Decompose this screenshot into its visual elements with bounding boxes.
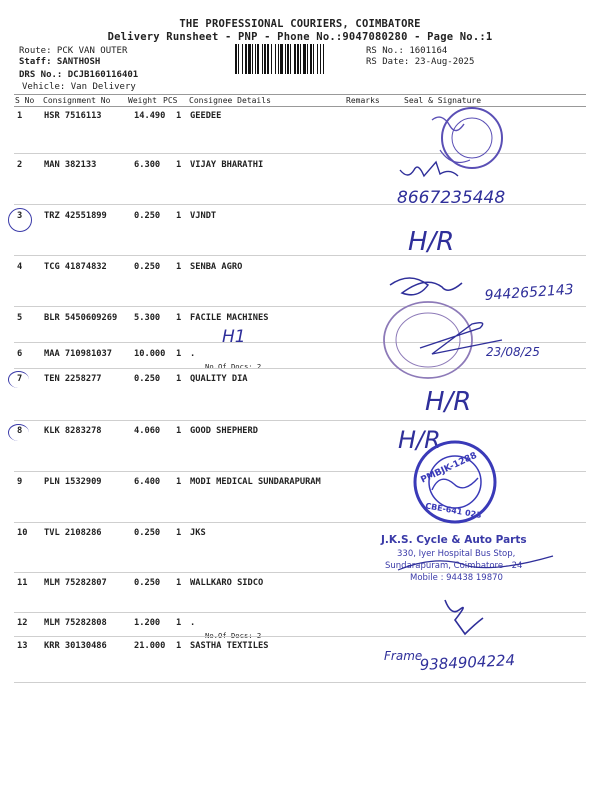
cell-cno: MAN 382133 [44,160,97,170]
cell-consignee: GOOD SHEPHERD [190,426,258,436]
cell-sno: 8 [17,426,23,436]
cell-consignee: SASTHA TEXTILES [190,641,269,651]
cell-consignee: WALLKARO SIDCO [190,578,264,588]
col-sno: S No [15,96,35,105]
jks-line2: Sundarapuram, Coimbatore - 24 [385,561,523,571]
cell-cno: TVL 2108286 [44,528,102,538]
cell-sno: 1 [17,111,23,121]
cell-cno: TCG 41874832 [44,262,107,272]
cell-consignee: SENBA AGRO [190,262,243,272]
signature-row4 [390,278,462,295]
jks-line3: Mobile : 94438 19870 [410,573,503,583]
pmbjk-bottom-text: CBE-641 023 [424,501,483,521]
round-stamp-row1 [432,108,502,168]
cell-pcs: 1 [176,641,182,651]
cell-cno: TRZ 42551899 [44,211,107,221]
phone-row2: 8667235448 [397,188,506,208]
cell-weight: 4.060 [134,426,161,436]
cell-cno: TEN 2258277 [44,374,102,384]
cell-weight: 0.250 [134,211,161,221]
cell-pcs: 1 [176,349,182,359]
jks-name: J.K.S. Cycle & Auto Parts [381,534,527,546]
col-pcs: PCS [163,96,178,105]
cell-pcs: 1 [176,426,182,436]
cell-sno: 7 [17,374,23,384]
cell-cno: BLR 5450609269 [44,313,118,323]
cell-sno: 2 [17,160,23,170]
cell-cno: MLM 75282807 [44,578,107,588]
staff-text: Staff: SANTHOSH [19,57,101,67]
runsheet-subtitle: Delivery Runsheet - PNP - Phone No.:9047080280 - Page No.:1 [107,31,493,43]
cell-pcs: 1 [176,374,182,384]
cell-pcs: 1 [176,111,182,121]
cell-cno: PLN 1532909 [44,477,102,487]
signature-row2 [400,162,458,176]
cell-consignee: QUALITY DIA [190,374,248,384]
cell-consignee: FACILE MACHINES [190,313,269,323]
col-consignee: Consignee Details [189,96,271,105]
cell-pcs: 1 [176,578,182,588]
rs-date: RS Date: 23-Aug-2025 [366,57,475,67]
cell-pcs: 1 [176,528,182,538]
cell-weight: 14.490 [134,111,166,121]
cell-consignee: VJNDT [190,211,217,221]
cell-consignee: MODI MEDICAL SUNDARAPURAM [190,477,321,487]
drs-text: DRS No.: DCJB160116401 [19,70,139,80]
cell-cno: KRR 30130486 [44,641,107,651]
cell-cno: MAA 710981037 [44,349,112,359]
cell-sno: 11 [17,578,28,588]
rs-number: RS No.: 1601164 [366,46,448,56]
cell-pcs: 1 [176,262,182,272]
cell-weight: 0.250 [134,528,161,538]
cell-sno: 4 [17,262,23,272]
cell-consignee: VIJAY BHARATHI [190,160,264,170]
cell-weight: 10.000 [134,349,166,359]
cell-weight: 21.000 [134,641,166,651]
cell-weight: 5.300 [134,313,161,323]
cell-weight: 0.250 [134,374,161,384]
cell-consignee: JKS [190,528,206,538]
vehicle-text: Vehicle: Van Delivery [22,82,136,92]
cell-note: No.Of Docs: 2 [205,631,262,640]
cell-consignee: . [190,349,196,359]
hr-facile: H1 [222,327,246,347]
cell-weight: 6.400 [134,477,161,487]
cell-weight: 0.250 [134,262,161,272]
col-weight: Weight [128,96,157,105]
hr-row3: H/R [408,227,455,257]
hr-row7: H/R [425,387,472,417]
cell-sno: 10 [17,528,28,538]
pmbjk-top-text: PMBJK-1288 [419,450,479,486]
cell-cno: KLK 8283278 [44,426,102,436]
cell-pcs: 1 [176,477,182,487]
cell-sno: 5 [17,313,23,323]
cell-consignee: GEEDEE [190,111,222,121]
sig-row13: Frame [384,649,423,663]
cell-pcs: 1 [176,313,182,323]
cell-sno: 12 [17,618,28,628]
cell-weight: 1.200 [134,618,161,628]
facile-stamp [384,302,472,378]
cell-pcs: 1 [176,211,182,221]
cell-cno: MLM 75282808 [44,618,107,628]
cell-weight: 0.250 [134,578,161,588]
col-consignment: Consignment No [43,96,111,105]
date-row5: 23/08/25 [486,345,540,359]
cell-weight: 6.300 [134,160,161,170]
phone-row4: 9442652143 [484,281,575,304]
jks-line1: 330, Iyer Hospital Bus Stop, [397,549,516,559]
cell-note: No.Of Docs: 2 [205,362,262,371]
phone-row13: 9384904224 [419,651,516,674]
cell-sno: 3 [17,211,23,221]
col-seal: Seal & Signature [404,96,482,105]
hr-row8: H/R [398,426,441,454]
cell-sno: 13 [17,641,28,651]
col-remarks: Remarks [346,96,380,105]
signature-row12 [445,600,483,634]
cell-sno: 9 [17,477,23,487]
route-text: Route: PCK VAN OUTER [19,46,128,56]
cell-pcs: 1 [176,160,182,170]
cell-consignee: . [190,618,196,628]
cell-cno: HSR 7516113 [44,111,102,121]
company-title: THE PROFESSIONAL COURIERS, COIMBATORE [179,18,421,30]
cell-pcs: 1 [176,618,182,628]
cell-sno: 6 [17,349,23,359]
